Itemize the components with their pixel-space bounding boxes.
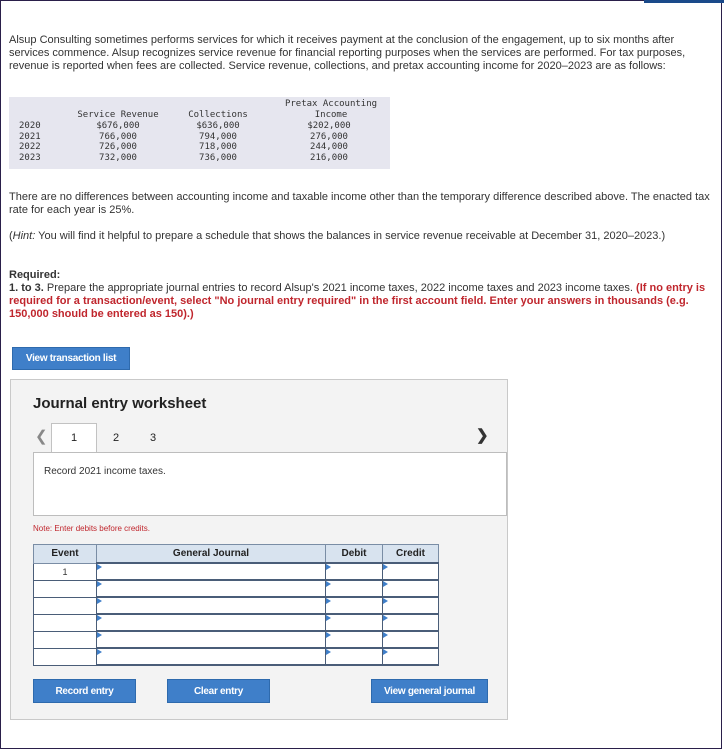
debit-input[interactable] [326,631,383,648]
tab-2[interactable]: 2 [112,431,120,444]
account-select[interactable] [97,563,326,580]
top-accent-bar [644,0,724,3]
tab-3[interactable]: 3 [149,431,157,444]
header-service-revenue: Service Revenue [77,110,159,120]
credit-input[interactable] [383,580,439,597]
account-select[interactable] [97,580,326,597]
record-description: Record 2021 income taxes. [33,452,507,516]
table-row [34,614,439,631]
collections-cell: 718,000 [199,142,237,152]
service-revenue-cell: $676,000 [96,121,140,131]
table-row [34,597,439,614]
table-row [34,648,439,665]
account-select[interactable] [97,631,326,648]
chevron-right-icon[interactable]: ❯ [476,427,489,444]
year-column [19,121,41,163]
debit-input[interactable] [326,614,383,631]
credit-input[interactable] [383,631,439,648]
debit-input[interactable] [326,580,383,597]
pretax-cell: 244,000 [310,142,348,152]
differences-paragraph: There are no differences between accounting income and taxable income other than the temporary difference described above. The enacted tax rate for each year is 25%. [9,191,710,216]
required-body [9,282,714,321]
year-cell: 2022 [19,142,41,152]
year-cell: 2020 [19,121,41,131]
credit-column-header: Credit [383,545,439,564]
header-collections: Collections [188,110,248,120]
data-table [9,97,390,169]
credit-input[interactable] [383,614,439,631]
event-cell [34,597,97,614]
pretax-column [294,121,364,163]
event-column-header: Event [34,545,97,564]
required-section [9,269,714,321]
view-transaction-list-button[interactable]: View transaction list [12,347,130,370]
debit-input[interactable] [326,648,383,665]
journal-worksheet-panel [10,379,508,720]
hint-paragraph [9,230,714,243]
record-entry-button[interactable]: Record entry [33,679,136,703]
service-revenue-column [83,121,153,163]
required-part: 1. to 3. [9,282,44,294]
pretax-cell: $202,000 [307,121,351,131]
collections-cell: $636,000 [196,121,240,131]
account-select[interactable] [97,614,326,631]
hint-label: Hint: [12,230,36,242]
collections-cell: 736,000 [199,152,237,163]
required-title: Required: [9,269,61,281]
collections-cell: 794,000 [199,131,237,142]
view-general-journal-button[interactable]: View general journal [371,679,488,703]
tab-1[interactable]: 1 [51,423,97,452]
account-select[interactable] [97,648,326,665]
event-cell [34,631,97,648]
header-pretax-line1: Pretax Accounting [284,99,378,109]
table-row [34,563,439,580]
journal-entry-table [33,544,439,666]
problem-intro: Alsup Consulting sometimes performs services for which it receives payment at the conclusion of the engagement, up to six months after services commence. Alsup recognizes service revenue for financial reporting purposes when the services are performed. For tax purposes, revenue is reported when fees are collected. Service revenue, collections, and pretax accounting income for 2020–2023 are as follows: [9,34,686,72]
hint-text: You will find it helpful to prepare a schedule that shows the balances in service revenue receivable at December 31, 2020–2023.) [35,230,666,242]
event-cell: 1 [34,563,97,580]
debit-input[interactable] [326,563,383,580]
event-cell [34,580,97,597]
credit-input[interactable] [383,648,439,665]
debit-input[interactable] [326,597,383,614]
table-row [34,631,439,648]
table-row [34,580,439,597]
event-cell [34,614,97,631]
service-revenue-cell: 732,000 [99,152,137,163]
year-cell: 2021 [19,131,41,142]
general-journal-column-header: General Journal [97,545,326,564]
debit-column-header: Debit [326,545,383,564]
hint-open-paren: ( [9,230,13,242]
year-cell: 2023 [19,152,41,163]
credit-input[interactable] [383,563,439,580]
event-cell [34,648,97,665]
service-revenue-cell: 726,000 [99,142,137,152]
credit-input[interactable] [383,597,439,614]
header-pretax-line2: Income [314,110,348,120]
pretax-cell: 216,000 [310,152,348,163]
chevron-left-icon[interactable]: ❮ [35,428,48,445]
journal-header-row [34,545,439,564]
required-text: Prepare the appropriate journal entries to record Alsup's 2021 income taxes, 2022 income taxes and 2023 income taxes. [43,282,637,294]
required-instructions: (If no entry is required for a transaction/event, select "No journal entry required" in the first account field. Enter your answers in thousands (e.g. 150,000 should be entered as 150).) [9,282,706,320]
clear-entry-button[interactable]: Clear entry [167,679,270,703]
service-revenue-cell: 766,000 [99,131,137,142]
worksheet-title: Journal entry worksheet [33,395,207,412]
collections-column [183,121,253,163]
pretax-cell: 276,000 [310,131,348,142]
account-select[interactable] [97,597,326,614]
debit-credit-note: Note: Enter debits before credits. [33,524,150,533]
